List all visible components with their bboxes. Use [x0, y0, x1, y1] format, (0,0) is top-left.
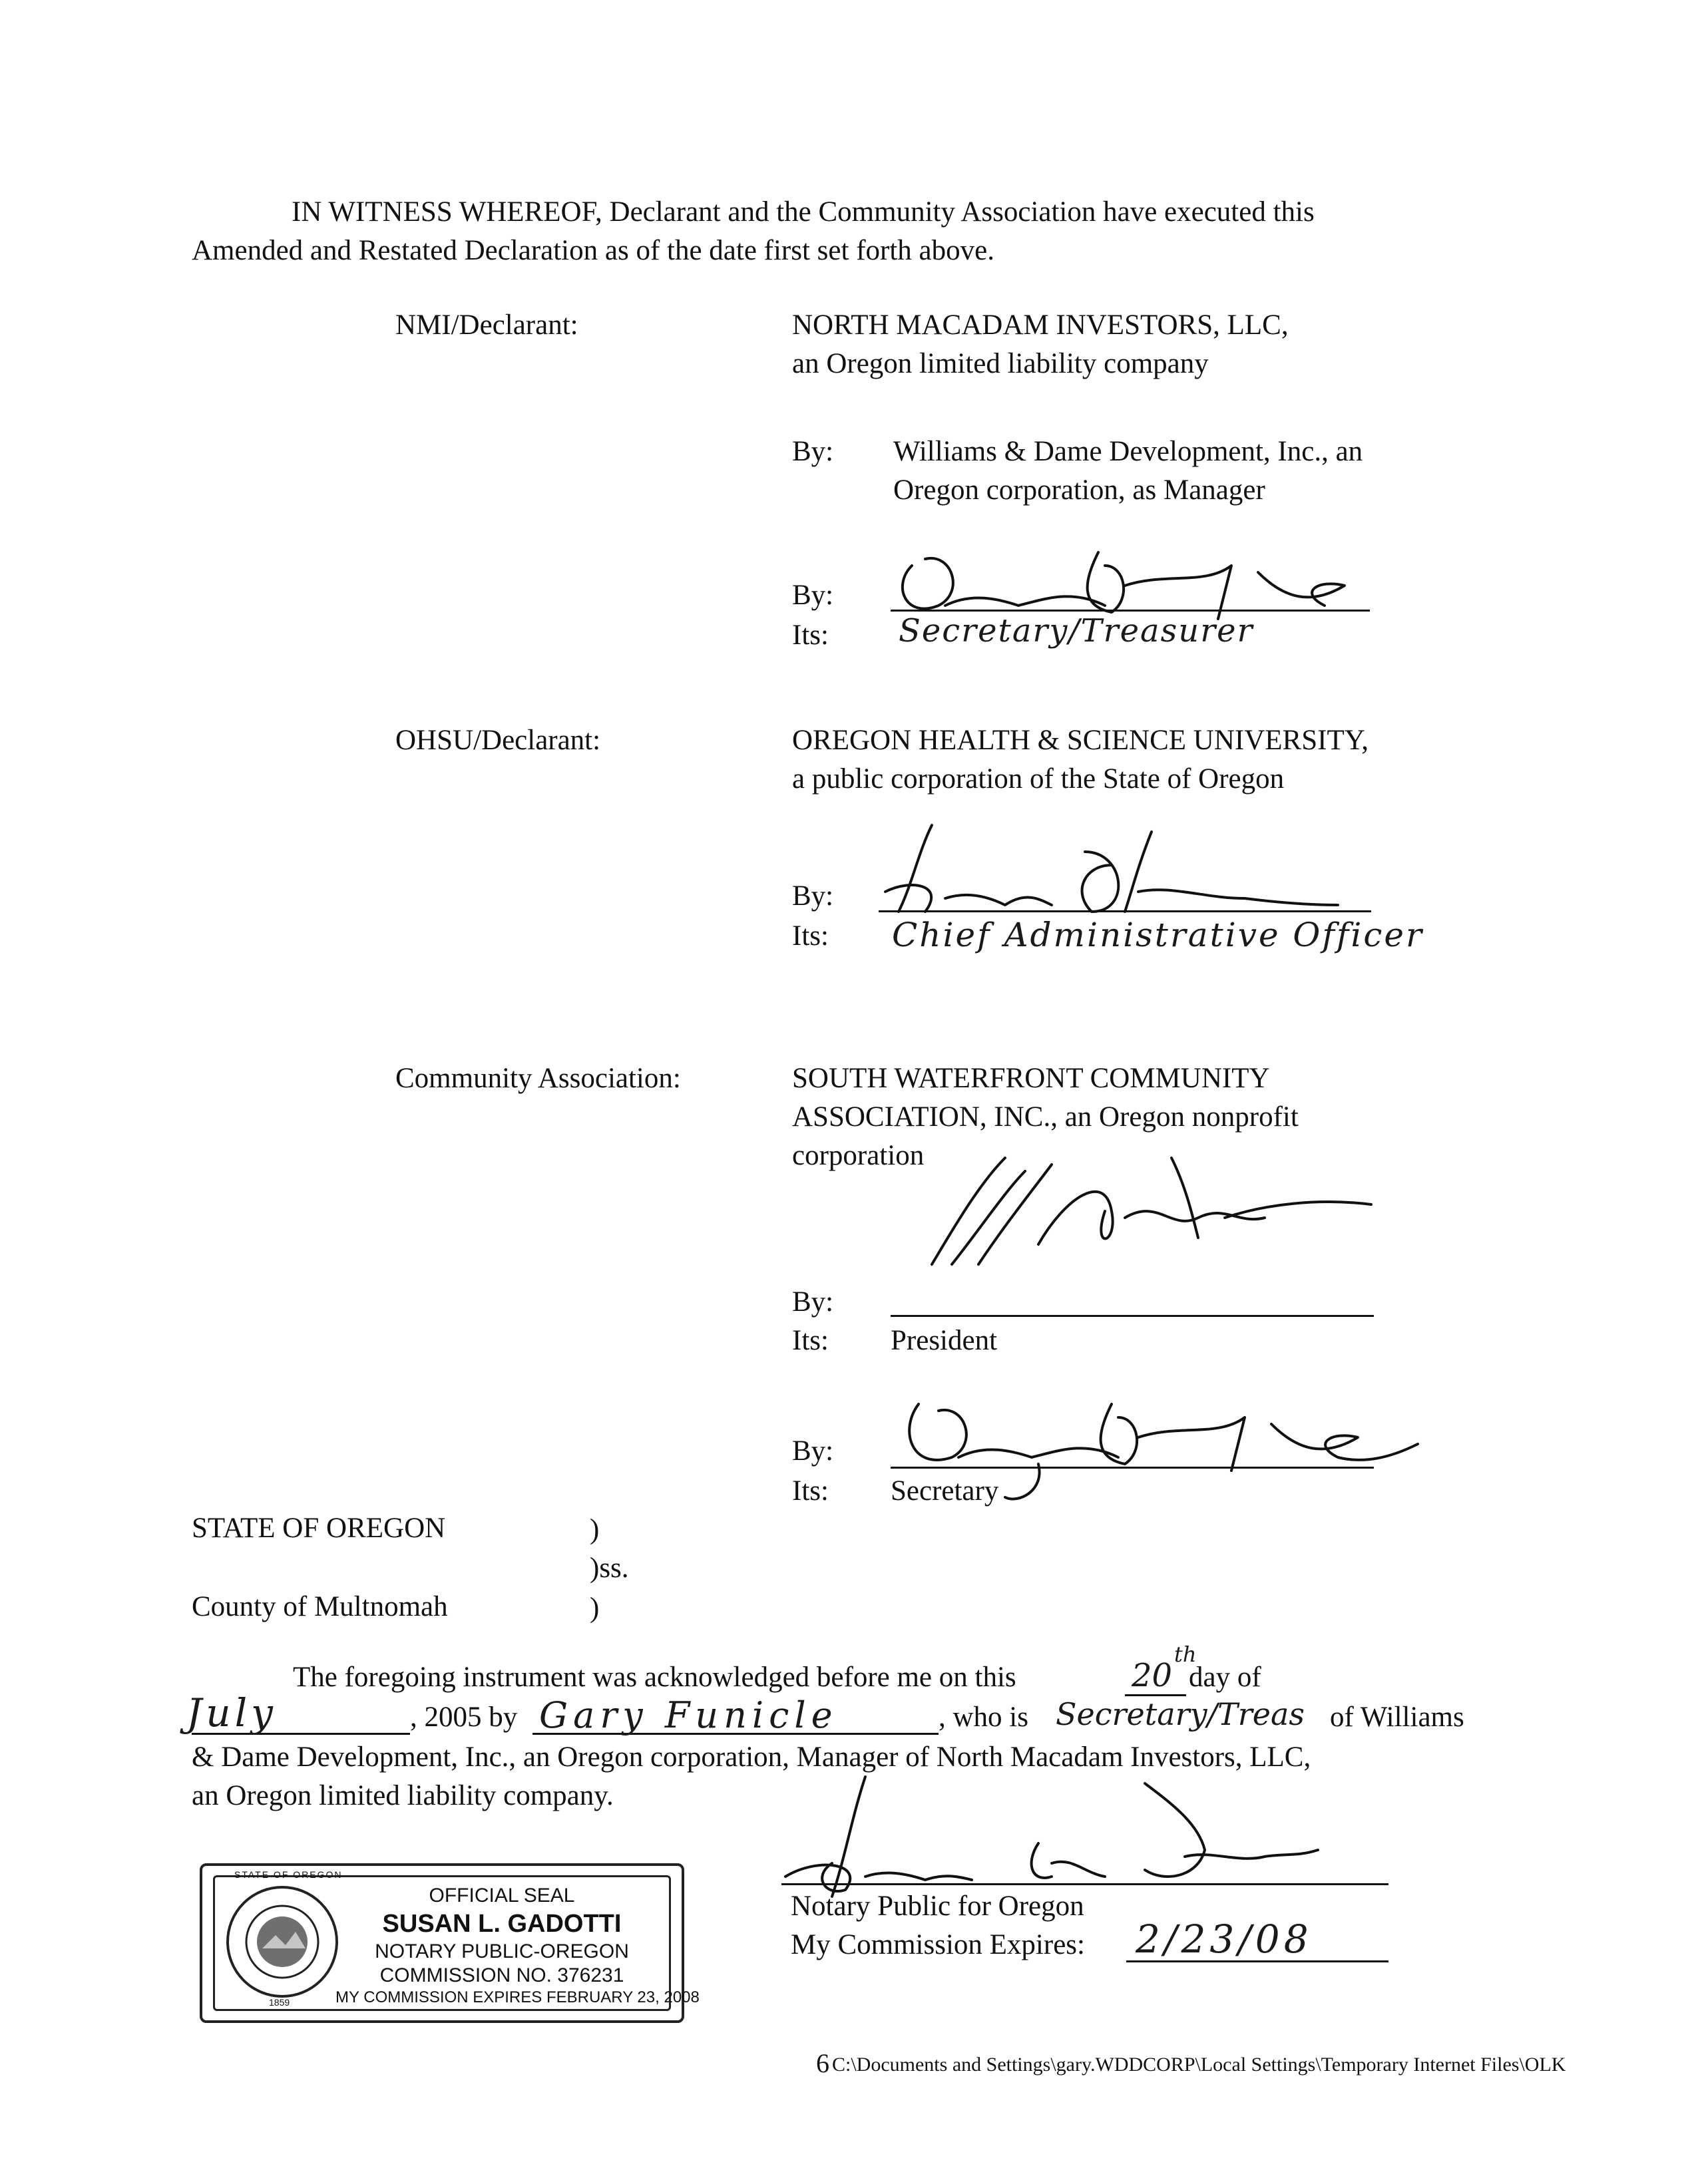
community-by1-label: By: — [792, 1286, 834, 1318]
notary-expires-label: My Commission Expires: — [791, 1929, 1085, 1960]
seal-line-3: NOTARY PUBLIC-OREGON — [375, 1940, 629, 1962]
ack-line-2-text-b: , who is — [939, 1702, 1028, 1733]
community-by2-label: By: — [792, 1435, 834, 1467]
community-label: Community Association: — [395, 1063, 681, 1094]
ack-title-handwritten: Secretary/Treas — [1056, 1696, 1305, 1732]
ack-line-3: & Dame Development, Inc., an Oregon corporation, Manager of North Macadam Investors, LLC, — [192, 1741, 1311, 1773]
ohsu-entity-line-2: a public corporation of the State of Oregon — [792, 763, 1285, 795]
seal-ring-year: 1859 — [269, 1997, 290, 2008]
state-seal-icon — [222, 1882, 342, 2002]
ack-line-1-text-b: day of — [1189, 1662, 1261, 1693]
nmi-manager-line-2: Oregon corporation, as Manager — [893, 474, 1265, 506]
ack-day-handwritten: 20 — [1132, 1657, 1173, 1694]
nmi-its-label: Its: — [792, 620, 829, 651]
nmi-entity-line-1: NORTH MACADAM INVESTORS, LLC, — [792, 309, 1289, 341]
venue-county: County of Multnomah — [192, 1591, 448, 1622]
venue-ss: )ss. — [590, 1552, 629, 1584]
seal-line-4: COMMISSION NO. 376231 — [379, 1964, 624, 1986]
ohsu-by-label: By: — [792, 880, 834, 912]
ohsu-entity-line-1: OREGON HEALTH & SCIENCE UNIVERSITY, — [792, 725, 1369, 756]
notary-expires-handwritten: 2/23/08 — [1136, 1916, 1313, 1962]
ohsu-signature — [872, 812, 1378, 932]
notary-signature — [772, 1763, 1371, 1910]
community-its1-value: President — [891, 1325, 998, 1356]
official-seal-stamp — [200, 1863, 700, 2023]
community-president-signature-line — [891, 1315, 1374, 1317]
community-entity-line-1: SOUTH WATERFRONT COMMUNITY — [792, 1063, 1270, 1094]
seal-line-5: MY COMMISSION EXPIRES FEBRUARY 23, 2008 — [335, 1988, 700, 2006]
ohsu-its-label: Its: — [792, 920, 829, 952]
community-entity-line-3: corporation — [792, 1140, 925, 1171]
seal-ring-text: STATE OF OREGON — [234, 1869, 343, 1880]
venue-paren-1: ) — [590, 1514, 600, 1545]
nmi-manager-line-1: Williams & Dame Development, Inc., an — [893, 436, 1363, 467]
seal-line-1: OFFICIAL SEAL — [429, 1885, 575, 1907]
community-president-signature — [892, 1131, 1398, 1304]
notary-title: Notary Public for Oregon — [791, 1891, 1084, 1922]
nmi-label: NMI/Declarant: — [395, 309, 578, 341]
ack-line-2-text-c: of Williams — [1330, 1702, 1464, 1733]
nmi-sign-by-label: By: — [792, 580, 834, 611]
venue-state: STATE OF OREGON — [192, 1513, 446, 1544]
ack-line-1-text-a: The foregoing instrument was acknowledged before me on this — [293, 1662, 1016, 1693]
seal-line-2: SUSAN L. GADOTTI — [382, 1910, 622, 1938]
community-its2-label: Its: — [792, 1475, 829, 1507]
community-secretary-signature — [885, 1364, 1444, 1511]
footer-file-path: C:\Documents and Settings\gary.WDDCORP\Local Settings\Temporary Internet Files\OLK — [832, 2054, 1566, 2076]
ack-name-handwritten: Gary Funicle — [539, 1694, 838, 1736]
nmi-entity-line-2: an Oregon limited liability company — [792, 348, 1209, 379]
community-its1-label: Its: — [792, 1325, 829, 1356]
ack-day-suffix: th — [1174, 1642, 1197, 1667]
notary-signature-line — [781, 1883, 1388, 1885]
ack-line-4: an Oregon limited liability company. — [192, 1780, 614, 1811]
witness-line-2: Amended and Restated Declaration as of the date first set forth above. — [192, 235, 994, 266]
community-its2-value: Secretary — [891, 1475, 999, 1507]
venue-paren-2: ) — [590, 1592, 600, 1624]
witness-line-1: IN WITNESS WHEREOF, Declarant and the Community Association have executed this — [292, 196, 1315, 228]
nmi-by-label: By: — [792, 436, 834, 467]
nmi-its-value: Secretary/Treasurer — [899, 612, 1254, 649]
ack-line-2-text-a: , 2005 by — [410, 1702, 518, 1733]
ack-month-handwritten: July — [186, 1690, 277, 1735]
community-entity-line-2: ASSOCIATION, INC., an Oregon nonprofit — [792, 1101, 1299, 1133]
footer-page-number: 6 — [816, 2048, 829, 2078]
ohsu-its-value: Chief Administrative Officer — [892, 916, 1424, 954]
ohsu-label: OHSU/Declarant: — [395, 725, 601, 756]
